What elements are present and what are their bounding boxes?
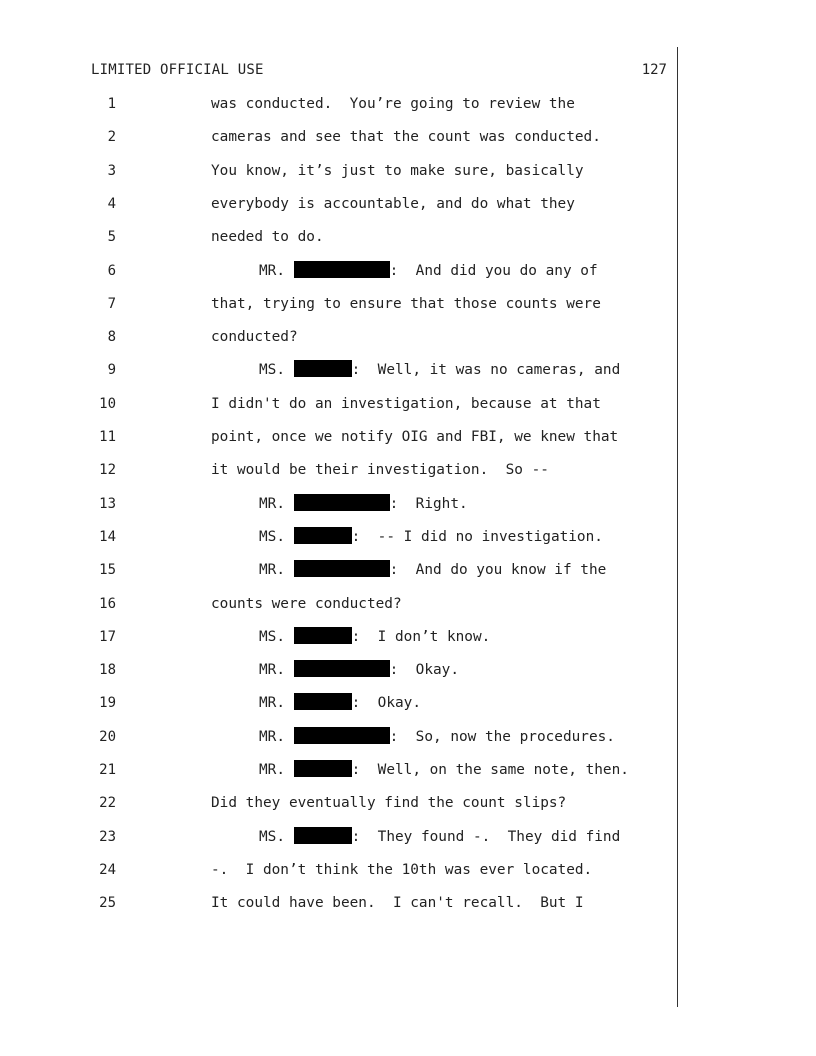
speaker-label: MS.: [259, 529, 285, 545]
line-text: [211, 194, 575, 214]
transcript-line: [0, 693, 677, 713]
redaction-box: [294, 627, 352, 644]
redaction-box: [294, 494, 390, 511]
line-text: [259, 627, 490, 647]
line-content: everybody is accountable, and do what they: [211, 196, 575, 212]
line-text: [259, 261, 598, 281]
line-number: 17: [99, 629, 116, 645]
transcript-line: [0, 94, 677, 114]
line-text: [259, 693, 421, 713]
speaker-label: MR.: [259, 662, 285, 678]
line-number: 15: [99, 562, 116, 578]
transcript-line: [0, 760, 677, 780]
speaker-label: MS.: [259, 829, 285, 845]
line-text: [211, 327, 298, 347]
transcript-line: [0, 294, 677, 314]
line-text: [211, 127, 601, 147]
transcript-line: [0, 427, 677, 447]
line-number: 24: [99, 862, 116, 878]
line-text: [259, 527, 603, 547]
line-number: 5: [107, 229, 116, 245]
transcript-line: [0, 494, 677, 514]
line-content: : I don’t know.: [351, 629, 491, 645]
line-number: 13: [99, 496, 116, 512]
speaker-label: MS.: [259, 629, 285, 645]
line-text: [211, 594, 402, 614]
line-content: it would be their investigation. So --: [211, 462, 549, 478]
transcript-line: [0, 261, 677, 281]
line-text: [211, 394, 601, 414]
line-number: 25: [99, 895, 116, 911]
line-content: : And do you know if the: [389, 562, 607, 578]
line-text: [259, 560, 606, 580]
transcript-line: [0, 527, 677, 547]
speaker-label: MR.: [259, 496, 285, 512]
transcript-line: [0, 460, 677, 480]
line-content: : Right.: [389, 496, 468, 512]
right-margin-rule: [677, 47, 678, 1007]
classification-header: LIMITED OFFICIAL USE: [91, 62, 264, 78]
transcript-line: [0, 860, 677, 880]
line-number: 1: [107, 96, 116, 112]
line-text: [211, 227, 324, 247]
line-content: You know, it’s just to make sure, basically: [211, 163, 584, 179]
line-content: : Okay.: [389, 662, 459, 678]
redaction-box: [294, 261, 390, 278]
transcript-line: [0, 660, 677, 680]
speaker-label: MR.: [259, 263, 285, 279]
line-text: [259, 827, 620, 847]
line-number: 3: [107, 163, 116, 179]
line-content: conducted?: [211, 329, 298, 345]
transcript-line: [0, 194, 677, 214]
speaker-label: MR.: [259, 695, 285, 711]
transcript-line: [0, 394, 677, 414]
speaker-label: MS.: [259, 362, 285, 378]
transcript-line: [0, 161, 677, 181]
line-content: : So, now the procedures.: [389, 729, 615, 745]
redaction-box: [294, 727, 390, 744]
line-number: 21: [99, 762, 116, 778]
line-text: [211, 427, 618, 447]
line-content: counts were conducted?: [211, 596, 402, 612]
redaction-box: [294, 527, 352, 544]
line-content: that, trying to ensure that those counts were: [211, 296, 601, 312]
line-number: 4: [107, 196, 116, 212]
transcript-line: [0, 227, 677, 247]
line-number: 16: [99, 596, 116, 612]
line-text: [211, 161, 584, 181]
transcript-line: [0, 827, 677, 847]
line-text: [259, 494, 468, 514]
line-text: [259, 727, 615, 747]
line-content: cameras and see that the count was conducted.: [211, 129, 601, 145]
redaction-box: [294, 827, 352, 844]
line-content: I didn't do an investigation, because at that: [211, 396, 601, 412]
speaker-label: MR.: [259, 562, 285, 578]
line-number: 19: [99, 695, 116, 711]
transcript-line: [0, 327, 677, 347]
speaker-label: MR.: [259, 762, 285, 778]
transcript-line: [0, 594, 677, 614]
transcript-line: [0, 793, 677, 813]
line-text: [211, 793, 566, 813]
line-number: 7: [107, 296, 116, 312]
line-content: : -- I did no investigation.: [351, 529, 603, 545]
line-number: 6: [107, 263, 116, 279]
line-number: 11: [99, 429, 116, 445]
line-text: [211, 294, 601, 314]
redaction-box: [294, 560, 390, 577]
transcript-line: [0, 893, 677, 913]
transcript-line: [0, 727, 677, 747]
page-number: 127: [641, 62, 667, 78]
line-number: 10: [99, 396, 116, 412]
redaction-box: [294, 660, 390, 677]
line-content: : And did you do any of: [389, 263, 598, 279]
line-number: 20: [99, 729, 116, 745]
line-text: [211, 893, 584, 913]
line-text: [259, 360, 620, 380]
line-number: 9: [107, 362, 116, 378]
line-text: [259, 660, 459, 680]
speaker-label: MR.: [259, 729, 285, 745]
line-number: 8: [107, 329, 116, 345]
line-content: It could have been. I can't recall. But I: [211, 895, 584, 911]
line-content: : They found -. They did find: [351, 829, 621, 845]
transcript-line: [0, 360, 677, 380]
line-text: [211, 860, 592, 880]
line-number: 2: [107, 129, 116, 145]
line-number: 12: [99, 462, 116, 478]
line-text: [211, 460, 549, 480]
line-content: Did they eventually find the count slips?: [211, 795, 567, 811]
transcript-line: [0, 127, 677, 147]
line-content: : Okay.: [351, 695, 421, 711]
line-number: 22: [99, 795, 116, 811]
line-content: needed to do.: [211, 229, 324, 245]
redaction-box: [294, 760, 352, 777]
line-text: [211, 94, 575, 114]
line-content: : Well, on the same note, then.: [351, 762, 629, 778]
redaction-box: [294, 693, 352, 710]
line-content: -. I don’t think the 10th was ever located.: [211, 862, 593, 878]
line-number: 14: [99, 529, 116, 545]
line-number: 23: [99, 829, 116, 845]
line-number: 18: [99, 662, 116, 678]
transcript-line: [0, 627, 677, 647]
line-content: point, once we notify OIG and FBI, we knew that: [211, 429, 619, 445]
transcript-line: [0, 560, 677, 580]
line-text: [259, 760, 629, 780]
line-content: was conducted. You’re going to review the: [211, 96, 575, 112]
redaction-box: [294, 360, 352, 377]
line-content: : Well, it was no cameras, and: [351, 362, 621, 378]
